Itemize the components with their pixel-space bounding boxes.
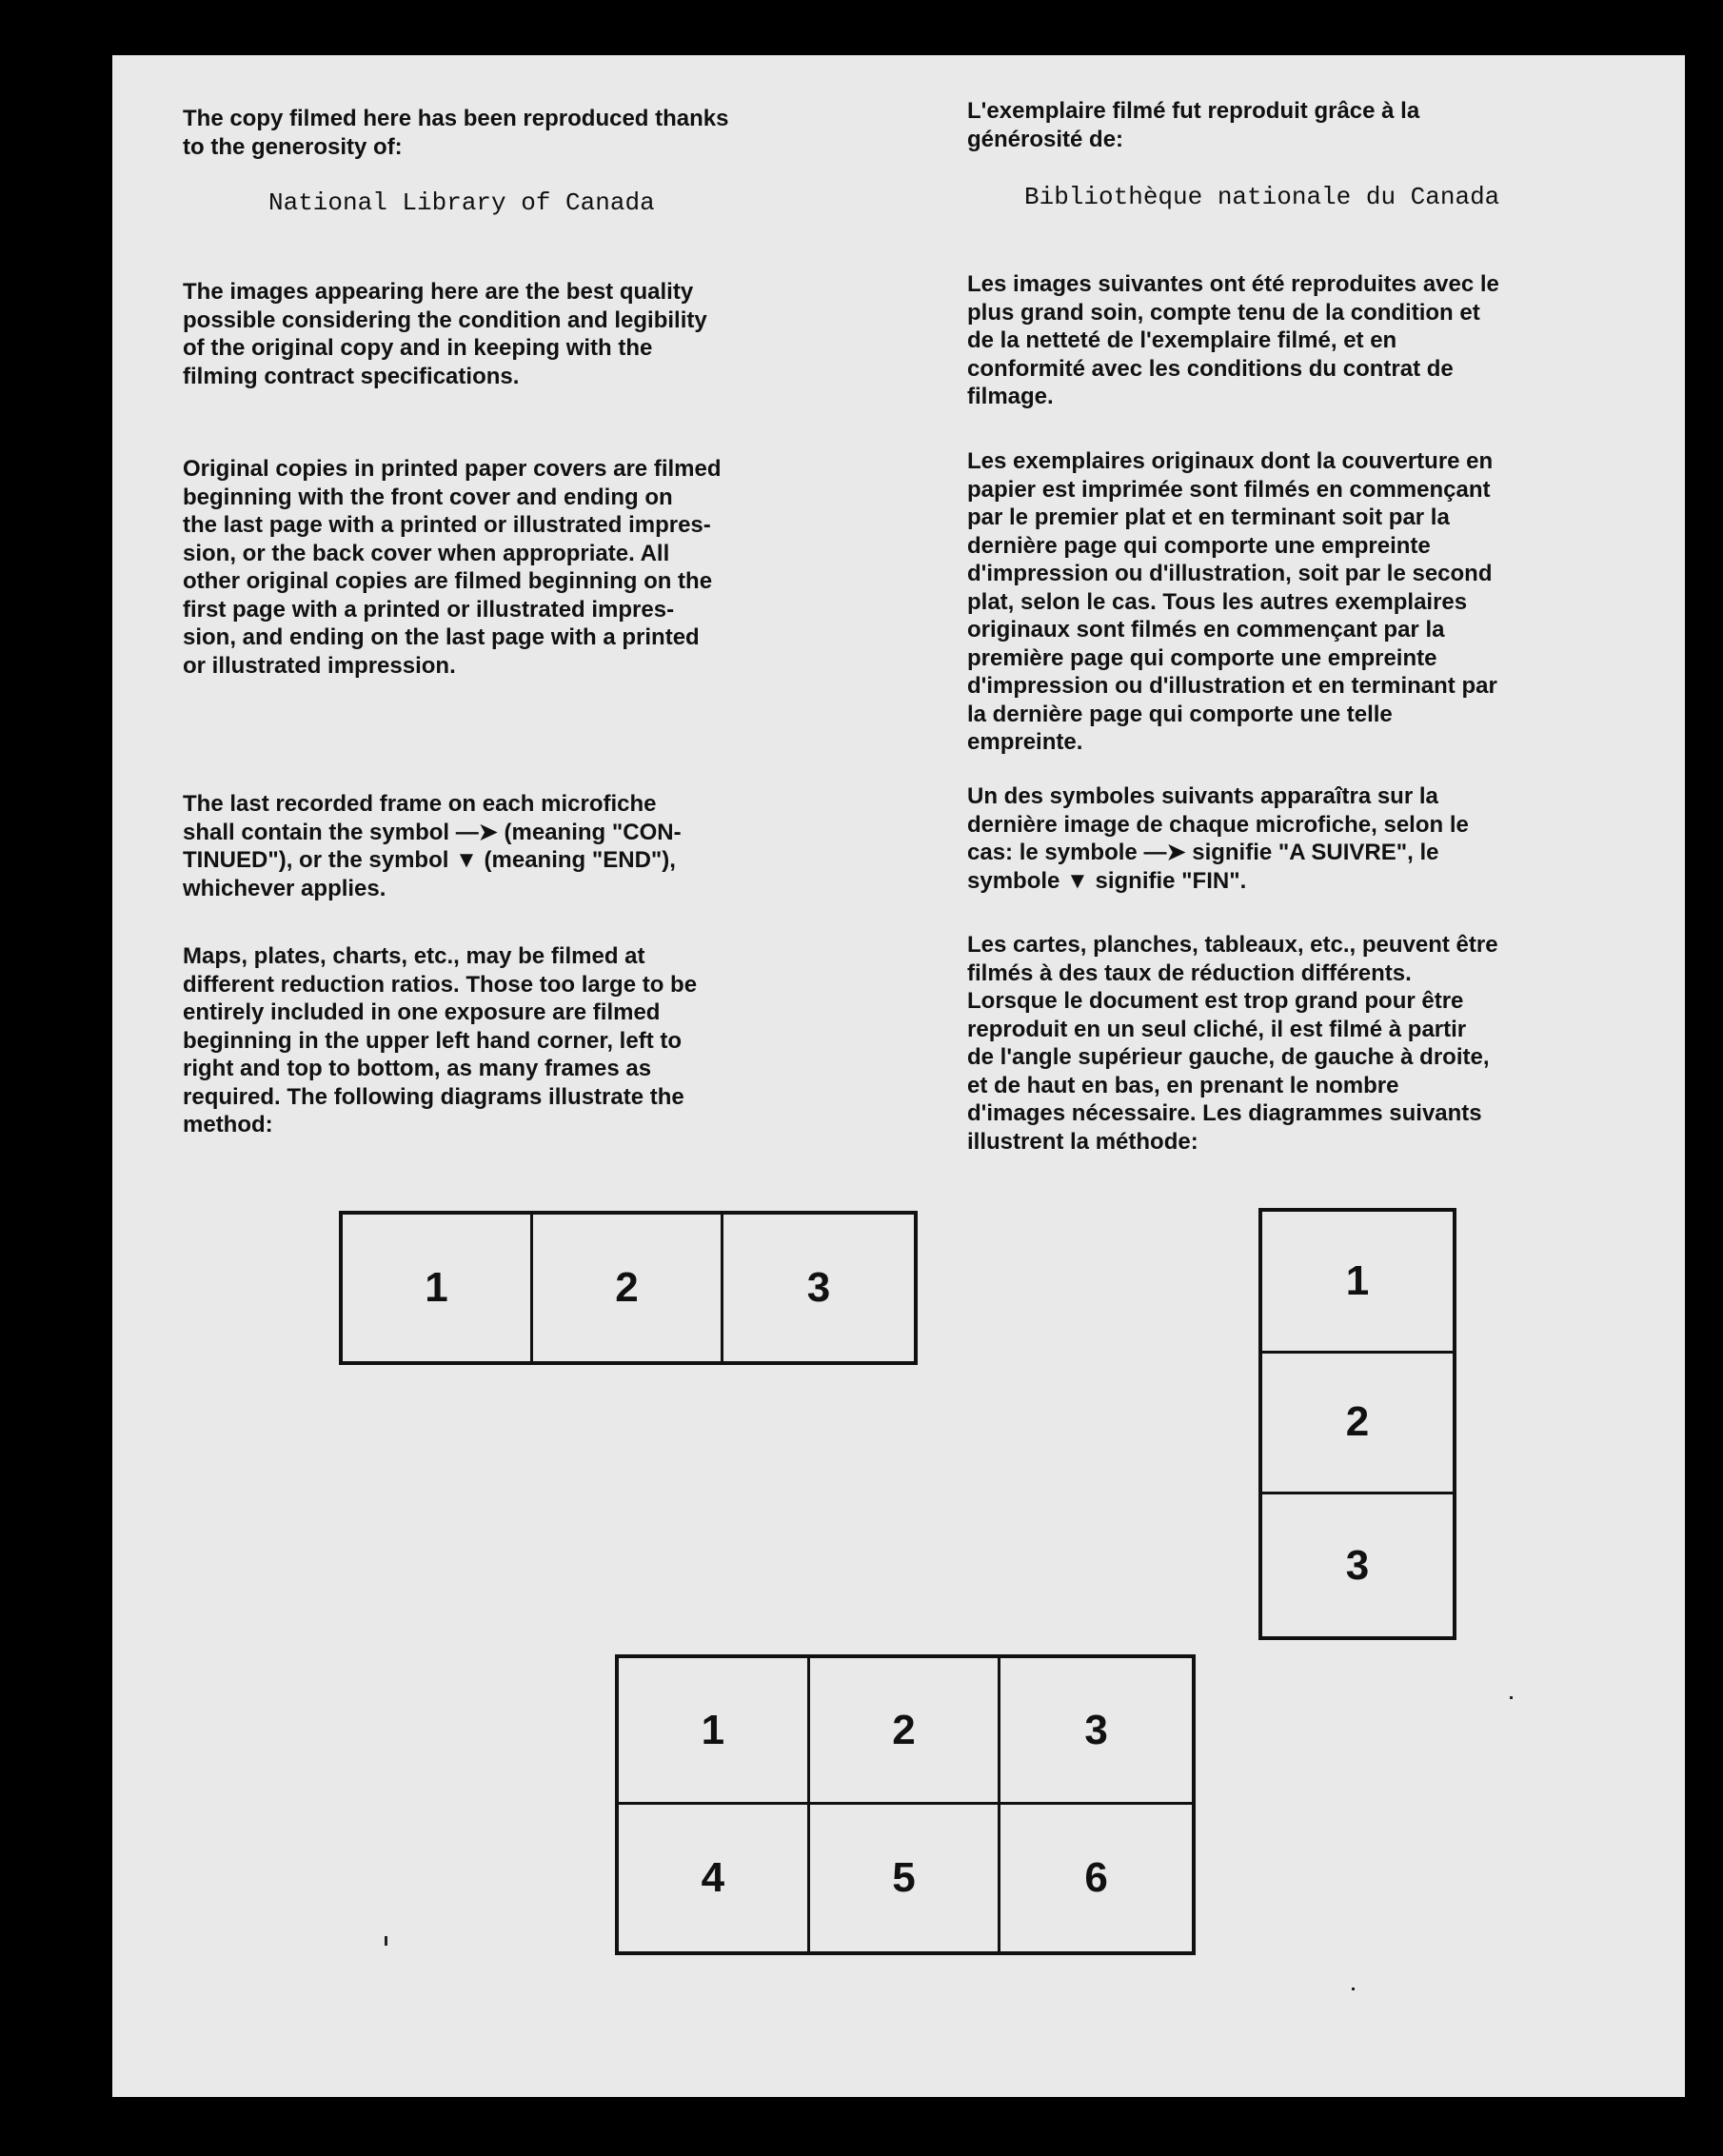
frame-cell: 3 bbox=[806, 1264, 831, 1311]
end-triangle-icon: ▼ bbox=[1066, 867, 1089, 894]
continued-arrow-icon: —➤ bbox=[1143, 840, 1186, 865]
left-institution: National Library of Canada bbox=[268, 188, 655, 217]
left-maps-paragraph: Maps, plates, charts, etc., may be filmed at different reduction ratios. Those too large to be entirely included in one exposure are filmed beginning in the upper left hand corner, left to right and top to bottom, as many frames as required. The following diagrams illustrate the method: bbox=[183, 943, 698, 1137]
left-intro: The copy filmed here has been reproduced thanks to the generosity of: bbox=[183, 106, 729, 160]
frame-cell: 4 bbox=[619, 1805, 810, 1951]
diagram-horizontal bbox=[339, 1211, 918, 1365]
frame-cell: 3 bbox=[1345, 1541, 1370, 1589]
frame-cell: 2 bbox=[1262, 1354, 1453, 1495]
left-covers-paragraph: Original copies in printed paper covers are filmed beginning with the front cover and ending on the last page with a printed or illustrated impres- sion, or the back cover when appropriate. All other original copies are filmed beginning on the first page with a printed or illustrated impres- sion, and ending on the last page with a printed or illustrated impression. bbox=[183, 456, 722, 679]
right-symbols-paragraph: Un des symboles suivants apparaîtra sur la dernière image de chaque microfiche, selon le cas: le symbole —➤ signifie "A SUIVRE", le symbole ▼ signifie "FIN". bbox=[967, 783, 1469, 894]
left-quality-paragraph: The images appearing here are the best quality possible considering the condition and legibility of the original copy and in keeping with the filming contract specifications. bbox=[183, 279, 707, 389]
frame-cell: 1 bbox=[343, 1215, 533, 1361]
scan-speck bbox=[1510, 1696, 1513, 1699]
frame-cell: 3 bbox=[1000, 1658, 1192, 1805]
scan-speck bbox=[385, 1936, 387, 1946]
frame-cell: 1 bbox=[1262, 1212, 1453, 1354]
continued-arrow-icon: —➤ bbox=[455, 819, 498, 845]
right-maps-paragraph: Les cartes, planches, tableaux, etc., peuvent être filmés à des taux de réduction différents. Lorsque le document est trop grand pour être reproduit en un seul cliché, il est filmé à partir de l'angle supérieur gauche, de gauche à droite, et de haut en bas, en prenant le nombre d'images nécessaire. Les diagrammes suivants illustrent la méthode: bbox=[967, 932, 1498, 1155]
right-intro: L'exemplaire filmé fut reproduit grâce à la générosité de: bbox=[967, 98, 1420, 152]
diagram-grid bbox=[615, 1654, 1196, 1955]
frame-cell: 1 bbox=[619, 1658, 810, 1805]
document-page bbox=[112, 55, 1685, 2097]
right-quality-paragraph: Les images suivantes ont été reproduites avec le plus grand soin, compte tenu de la condition et de la netteté de l'exemplaire filmé, et en conformité avec les conditions du contrat de filmage. bbox=[967, 271, 1499, 409]
end-triangle-icon: ▼ bbox=[455, 847, 478, 873]
frame-cell: 2 bbox=[810, 1658, 1001, 1805]
frame-cell: 2 bbox=[533, 1215, 723, 1361]
right-covers-paragraph: Les exemplaires originaux dont la couverture en papier est imprimée sont filmés en commençant par le premier plat et en terminant soit par la dernière page qui comporte une empreinte d'impression ou d'illustration, soit par le second plat, selon le cas. Tous les autres exemplaires originaux sont filmés en commençant par la première page qui comporte une empreinte d'impression ou d'illustration et en terminant par la dernière page qui comporte une telle empreinte. bbox=[967, 448, 1497, 755]
diagram-vertical bbox=[1258, 1208, 1456, 1640]
scan-speck bbox=[1352, 1988, 1355, 1990]
right-institution: Bibliothèque nationale du Canada bbox=[1024, 183, 1500, 211]
frame-cell: 5 bbox=[810, 1805, 1001, 1951]
frame-cell: 6 bbox=[1084, 1854, 1108, 1901]
left-symbols-paragraph: The last recorded frame on each microfiche shall contain the symbol —➤ (meaning "CON- TINUED"), or the symbol ▼ (meaning "END"), whichever applies. bbox=[183, 791, 682, 901]
